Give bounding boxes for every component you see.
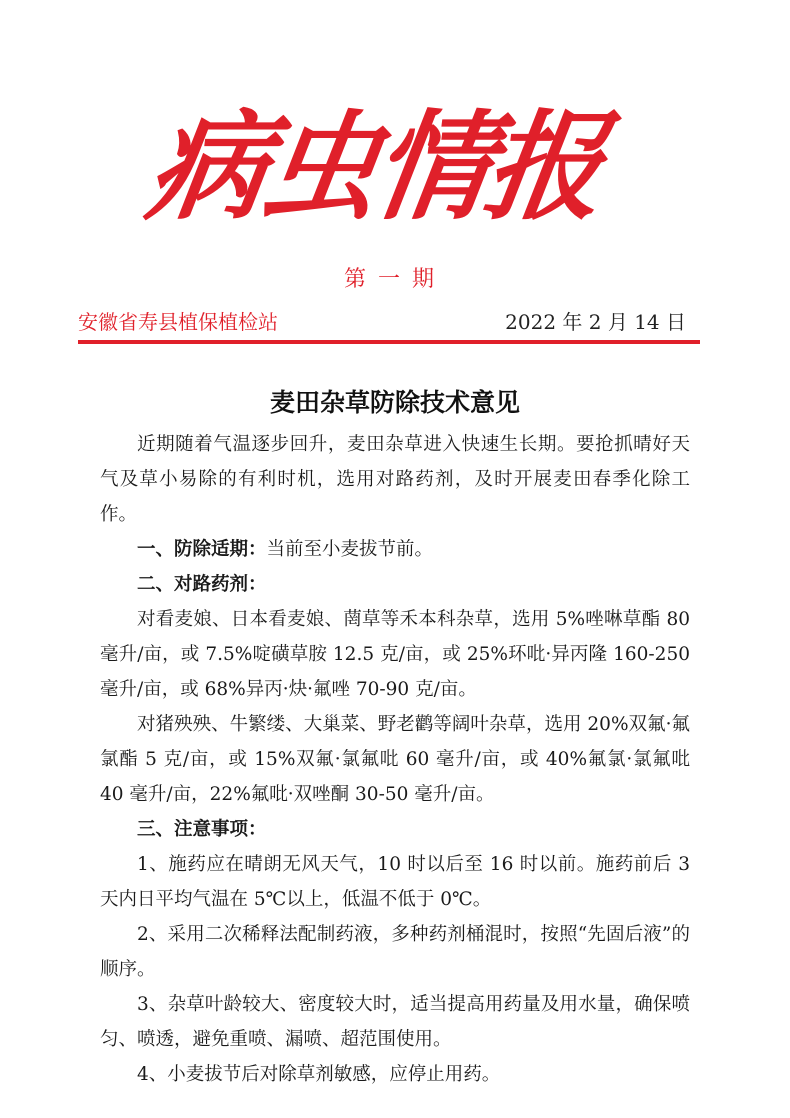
header-divider bbox=[78, 340, 700, 344]
document-title: 麦田杂草防除技术意见 bbox=[269, 388, 520, 417]
section-2-paragraph: 对猪殃殃、牛繁缕、大巢菜、野老鹳等阔叶杂草，选用 20%双氟·氟氯酯 5 克/亩，或 15%双氟·氯氟吡 60 毫升/亩，或 40%氟氯·氯氟吡 40 毫升/亩，22%氟吡·双唑酮 30-50 毫升/亩。 bbox=[100, 714, 690, 805]
section-3-item: 1、施药应在晴朗无风天气，10 时以后至 16 时以前。施药前后 3 天内日平均气温在 5℃以上，低温不低于 0℃。 bbox=[100, 854, 690, 910]
section-3-heading bbox=[100, 812, 690, 847]
section-1-text: 当前至小麦拔节前。 bbox=[266, 539, 434, 560]
section-3-item: 3、杂草叶龄较大、密度较大时，适当提高用药量及用水量，确保喷匀、喷透，避免重喷、漏喷、超范围使用。 bbox=[100, 994, 690, 1050]
section-1 bbox=[100, 532, 690, 567]
document-body bbox=[100, 427, 690, 1092]
section-2-heading-text: 二、对路药剂： bbox=[137, 574, 267, 595]
section-2-paragraph: 对看麦娘、日本看麦娘、菵草等禾本科杂草，选用 5%唑啉草酯 80 毫升/亩，或 7.5%啶磺草胺 12.5 克/亩，或 25%环吡·异丙隆 160-250 毫升/亩，或 68%异丙·炔·氟唑 70-90 克/亩。 bbox=[100, 609, 690, 700]
publish-date: 2022 年 2 月 14 日 bbox=[505, 310, 686, 334]
masthead-logo: 病虫情报 bbox=[140, 97, 608, 236]
section-1-heading: 一、防除适期： bbox=[137, 539, 267, 560]
intro-paragraph: 近期随着气温逐步回升，麦田杂草进入快速生长期。要抢抓晴好天气及草小易除的有利时机，选用对路药剂，及时开展麦田春季化除工作。 bbox=[100, 434, 690, 525]
section-3-heading-text: 三、注意事项： bbox=[137, 819, 267, 840]
section-3-item: 4、小麦拔节后对除草剂敏感，应停止用药。 bbox=[137, 1064, 501, 1085]
section-2-heading bbox=[100, 567, 690, 602]
issue-number: 第一期 bbox=[343, 267, 446, 292]
publisher-name: 安徽省寿县植保植检站 bbox=[78, 310, 278, 334]
section-3-item: 2、采用二次稀释法配制药液，多种药剂桶混时，按照“先固后液”的顺序。 bbox=[100, 924, 690, 980]
